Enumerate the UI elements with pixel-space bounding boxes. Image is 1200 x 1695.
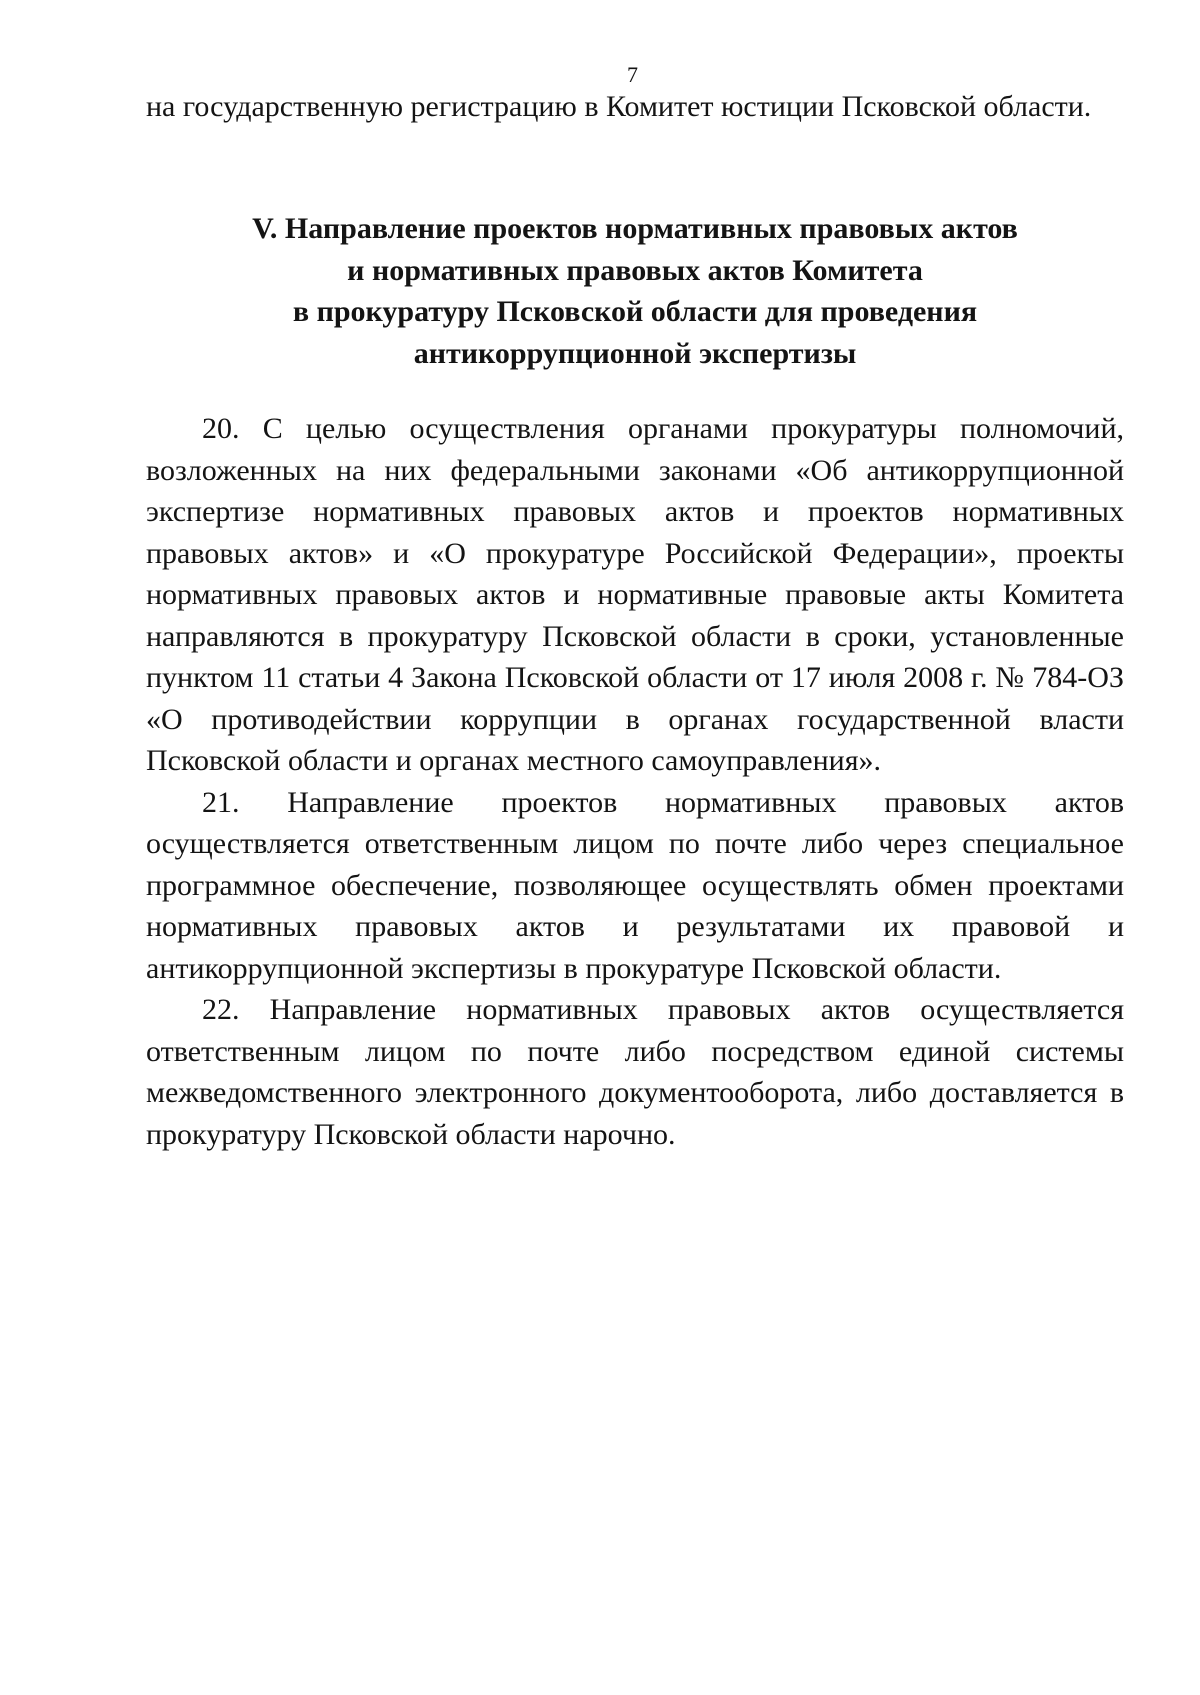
paragraph-22: 22. Направление нормативных правовых актов осуществляется ответственным лицом по почте либо посредством единой системы межведомственного электронного документооборота, либо доставляется в прокуратуру Псковской области нарочно. bbox=[146, 993, 1124, 1151]
paragraph-list bbox=[146, 408, 1124, 1155]
section-heading-line: антикоррупционной экспертизы bbox=[413, 336, 857, 370]
section-heading bbox=[146, 208, 1124, 374]
continuation-paragraph: на государственную регистрацию в Комитет юстиции Псковской области. bbox=[146, 90, 1092, 123]
page-number: 7 bbox=[627, 62, 638, 87]
paragraph-21: 21. Направление проектов нормативных правовых актов осуществляется ответственным лицом по почте либо через специальное программное обеспечение, позволяющее осуществлять обмен проектами нормативных правовых актов и результатами их правовой и антикоррупционной экспертизы в прокуратуре Псковской области. bbox=[146, 785, 1124, 985]
section-heading-line: в прокуратуру Псковской области для проведения bbox=[292, 295, 978, 328]
paragraph-20: 20. С целью осуществления органами прокуратуры полномочий, возложенных на них федеральными законами «Об антикоррупционной экспертизе нормативных правовых актов и проектов нормативных правовых актов» и «О прокуратуре Российской Федерации», проекты нормативных правовых актов и нормативные правовые акты Комитета направляются в прокуратуру Псковской области в сроки, установленные пунктом 11 статьи 4 Закона Псковской области от 17 июля 2008 г. № 784-ОЗ «О противодействии коррупции в органах государственной власти Псковской области и органах местного самоуправления». bbox=[146, 412, 1124, 777]
section-heading-line: и нормативных правовых актов Комитета bbox=[347, 253, 923, 287]
section-heading-line: V. Направление проектов нормативных правовых актов bbox=[252, 212, 1018, 245]
